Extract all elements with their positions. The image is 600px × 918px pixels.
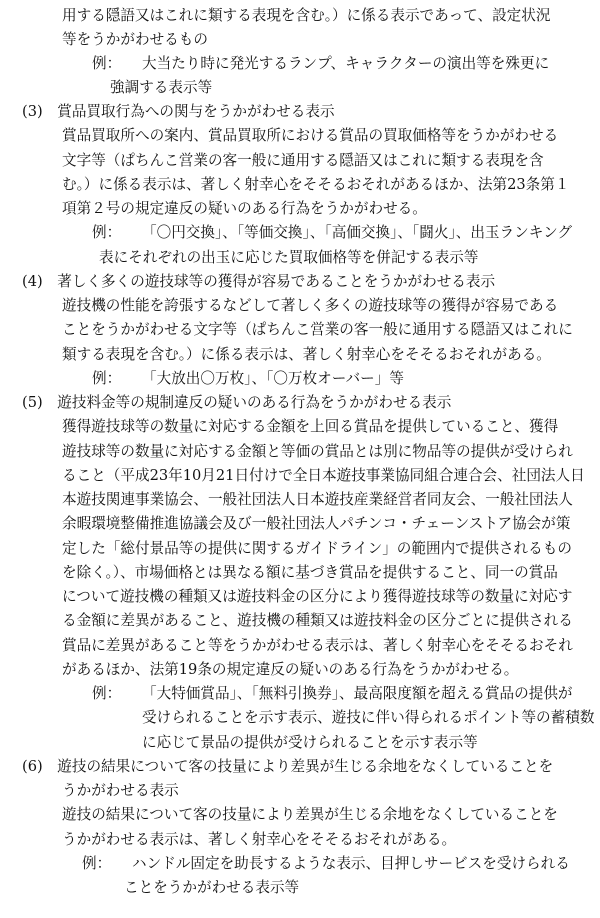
- example-text-line: 表にそれぞれの出玉に応じた買取価格等を併記する表示等: [99, 249, 479, 266]
- example-label: 例：: [92, 55, 122, 72]
- example-line: [92, 367, 404, 391]
- example-label: 例：: [92, 224, 122, 241]
- section-3-body-line: 項第２号の規定違反の疑いのある行為をうかがわせる。: [62, 200, 427, 217]
- example-label: 例：: [92, 370, 122, 387]
- example-text-line: 受けられることを示す表示、遊技に伴い得られるポイント等の蓄積数: [142, 709, 595, 726]
- example-line: [92, 221, 572, 245]
- section-heading-4: (4) 著しく多くの遊技球等の獲得が容易であることをうかがわせる表示: [22, 273, 496, 290]
- example-line: [92, 682, 573, 706]
- section-4-body-line: 遊技機の性能を誇張するなどして著しく多くの遊技球等の獲得が容易である: [62, 297, 559, 314]
- section-5-body-line: 定した「総付景品等の提供に関するガイドライン」の範囲内で提供されるもの: [62, 540, 572, 557]
- example-text: ハンドル固定を助長するような表示、目押しサービスを受けられる: [132, 855, 570, 872]
- example-label: 例：: [82, 855, 112, 872]
- section-3-body-line: 賞品買取所への案内、賞品買取所における賞品の買取価格等をうかがわせる: [62, 127, 559, 144]
- example-line: [82, 852, 570, 876]
- section-5-body-line: 遊技球等の数量に対応する金額と等価の賞品とは別に物品等の提供が受けられ: [62, 443, 573, 460]
- example-label: 例：: [92, 685, 122, 702]
- section-4-body-line: ことをうかがわせる文字等（ぱちんこ営業の客一般に通用する隠語又はこれに: [62, 321, 573, 338]
- section-5-body-line: 本遊技関連事業協会、一般社団法人日本遊技産業経営者同友会、一般社団法人: [62, 491, 573, 508]
- example-text: 「大特価賞品」、「無料引換券」、最高限度額を超える賞品の提供が: [142, 685, 573, 702]
- section-6-body-line: うかがわせる表示は、著しく射幸心をそそるおそれがある。: [62, 831, 457, 848]
- section-5-body-line: る金額に差異があること、遊技機の種類又は遊技料金の区分ごとに提供される: [62, 612, 573, 629]
- section-heading-5: (5) 遊技料金等の規制違反の疑いのある行為をうかがわせる表示: [22, 394, 452, 411]
- section-4-body-line: 類する表現を含む。）に係る表示は、著しく射幸心をそそるおそれがある。: [62, 346, 551, 363]
- section-5-body-line: ること（平成23年10月21日付けで全日本遊技事業協同組合連合会、社団法人日: [62, 467, 585, 484]
- example-line: [92, 52, 549, 76]
- example-text-line: 強調する表示等: [110, 79, 213, 96]
- section-5-body-line: 賞品に差異があること等をうかがわせる表示は、著しく射幸心をそそるおそれ: [62, 637, 573, 654]
- example-text-line: ことをうかがわせる表示等: [124, 879, 300, 896]
- example-text: 大当たり時に発光するランプ、キャラクターの演出等を殊更に: [142, 55, 550, 72]
- continued-text-line: 用する隠語又はこれに類する表現を含む。）に係る表示であって、設定状況: [62, 7, 551, 24]
- section-heading-6-cont: うかがわせる表示: [62, 782, 179, 799]
- section-5-body-line: 余暇環境整備推進協議会及び一般社団法人パチンコ・チェーンストア協会が策: [62, 515, 571, 532]
- section-5-body-line: があるほか、法第19条の規定違反の疑いのある行為をうかがわせる。: [62, 661, 519, 678]
- section-3-body-line: 文字等（ぱちんこ営業の客一般に通用する隠語又はこれに類する表現を含: [62, 152, 544, 169]
- section-3-body-line: む。）に係る表示は、著しく射幸心をそそるおそれがあるほか、法第23条第１: [62, 176, 570, 193]
- section-5-body-line: について遊技機の種類又は遊技料金の区分により獲得遊技球等の数量に対応す: [62, 588, 573, 605]
- section-heading-6: (6) 遊技の結果について客の技量により差異が生じる余地をなくしていることを: [22, 758, 554, 775]
- section-5-body-line: 獲得遊技球等の数量に対応する金額を上回る賞品を提供していること、獲得: [62, 418, 559, 435]
- section-5-body-line: を除く。）、市場価格とは異なる額に基づき賞品を提供すること、同一の賞品: [62, 564, 558, 581]
- example-text: 「〇円交換」、「等価交換」、「高価交換」、「闘火」、出玉ランキング: [142, 224, 573, 241]
- section-heading-3: (3) 賞品買取行為への関与をうかがわせる表示: [22, 103, 335, 120]
- continued-text-line: 等をうかがわせるもの: [62, 31, 208, 48]
- section-6-body-line: 遊技の結果について客の技量により差異が生じる余地をなくしていることを: [62, 806, 558, 823]
- example-text-line: に応じて景品の提供が受けられることを示す表示等: [142, 734, 478, 751]
- example-text: 「大放出〇万枚」、「〇万枚オーバー」等: [142, 370, 404, 387]
